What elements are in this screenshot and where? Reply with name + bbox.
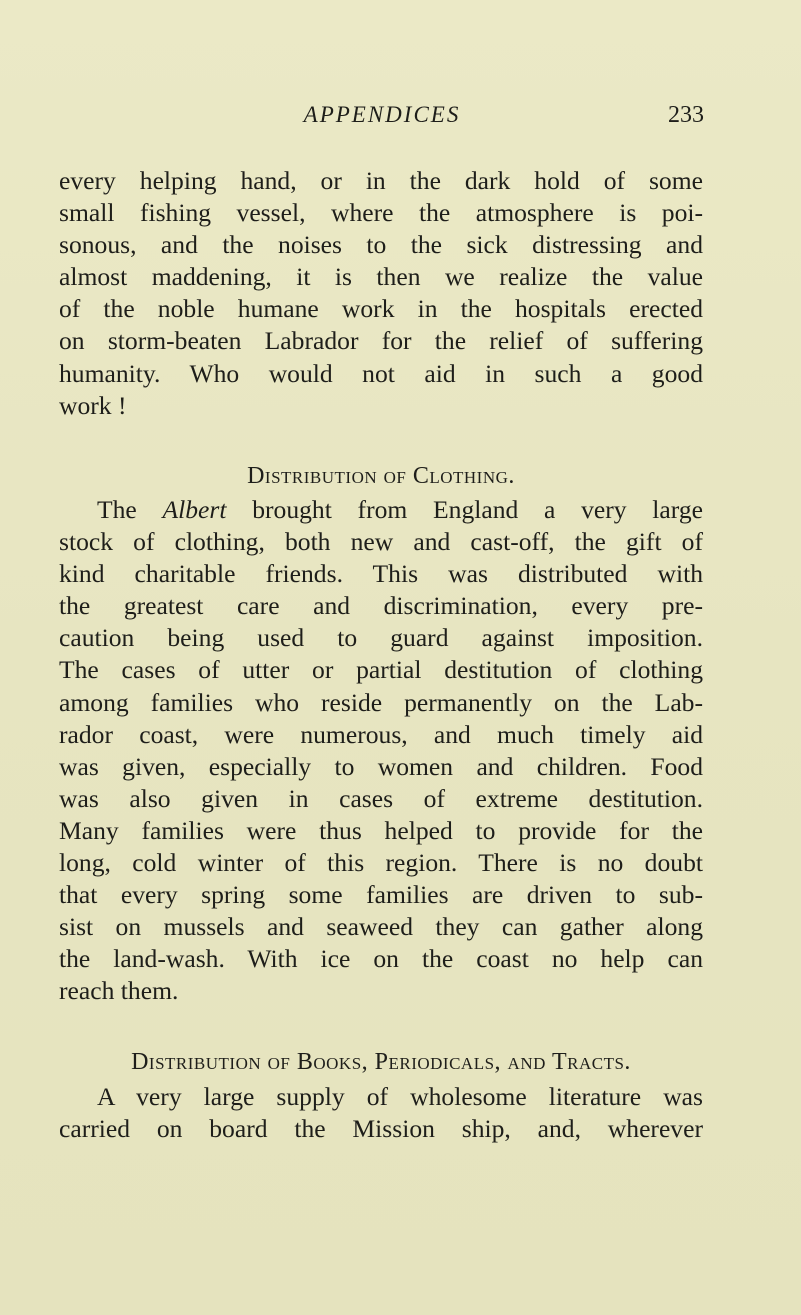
section-heading-books: Distribution of Books, Periodicals, and Tracts.: [131, 1049, 631, 1075]
page-number: 233: [668, 102, 704, 128]
text-line: Many families were thus helped to provide for the: [59, 815, 703, 845]
text-line: sist on mussels and seaweed they can gather along: [59, 912, 703, 942]
text-line: stock of clothing, both new and cast-off, the gift of: [59, 527, 703, 557]
section-heading-clothing: Distribution of Clothing.: [247, 463, 515, 489]
text-line: carried on board the Mission ship, and, wherever: [59, 1114, 703, 1144]
text-line: the land-wash. With ice on the coast no help can: [59, 944, 703, 974]
paragraph-clothing: [59, 494, 703, 1008]
text-line: sonous, and the noises to the sick distressing and: [59, 230, 703, 260]
text-line: The cases of utter or partial destitution of clothing: [59, 655, 703, 685]
text-line: A very large supply of wholesome literature was: [97, 1082, 703, 1111]
text-line: caution being used to guard against imposition.: [59, 623, 703, 653]
text-line: was also given in cases of extreme destitution.: [59, 783, 703, 813]
text-line: long, cold winter of this region. There is no doubt: [59, 848, 703, 878]
running-header: [60, 94, 704, 134]
text-line: almost maddening, it is then we realize the value: [59, 262, 703, 292]
text-line: on storm-beaten Labrador for the relief of suffering: [59, 326, 703, 356]
text-line: kind charitable friends. This was distributed with: [59, 559, 703, 589]
text-line: [59, 494, 703, 526]
text-line: work !: [59, 390, 127, 420]
text-line: small fishing vessel, where the atmosphere is poi-: [59, 198, 703, 228]
text-line: of the noble humane work in the hospitals erected: [59, 294, 703, 324]
text-fragment: The: [97, 495, 163, 524]
paragraph-continued: [59, 165, 703, 422]
text-line: was given, especially to women and children. Food: [59, 751, 703, 781]
text-line: among families who reside permanently on the Lab-: [59, 687, 703, 717]
text-fragment: brought from England a very large: [226, 495, 703, 524]
running-header-title: APPENDICES: [303, 102, 461, 127]
ship-name: Albert: [162, 495, 227, 524]
paragraph-books: [59, 1081, 703, 1145]
text-line: humanity. Who would not aid in such a good: [59, 358, 703, 388]
text-line: every helping hand, or in the dark hold of some: [59, 166, 703, 195]
text-line: that every spring some families are driven to sub-: [59, 880, 703, 910]
text-line: rador coast, were numerous, and much timely aid: [59, 719, 703, 749]
text-line: the greatest care and discrimination, every pre-: [59, 591, 703, 621]
text-line: reach them.: [59, 976, 179, 1006]
